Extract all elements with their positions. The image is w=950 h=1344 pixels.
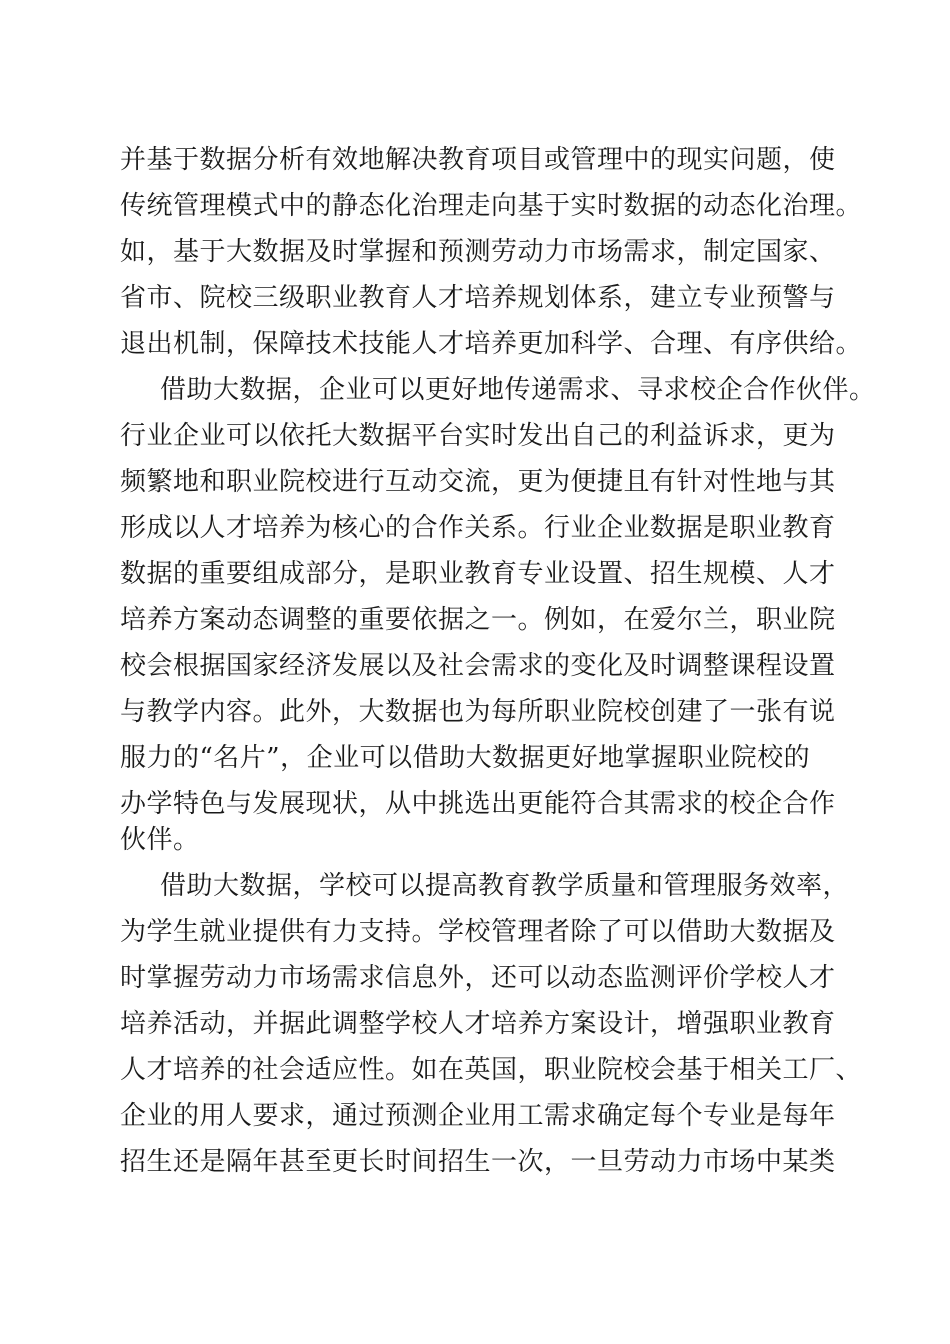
text-line-13: 与教学内容。此外，大数据也为每所职业院校创建了一张有说	[120, 697, 836, 727]
text-line-18: 为学生就业提供有力支持。学校管理者除了可以借助大数据及	[120, 917, 836, 947]
text-line-22: 企业的用人要求，通过预测企业用工需求确定每个专业是每年	[120, 1101, 836, 1131]
text-line-21: 人才培养的社会适应性。如在英国，职业院校会基于相关工厂、	[120, 1055, 863, 1085]
text-line-8: 频繁地和职业院校进行互动交流，更为便捷且有针对性地与其	[120, 467, 836, 497]
text-line-14: 服力的“名片”，企业可以借助大数据更好地掌握职业院校的	[120, 743, 811, 773]
paragraph-3-first-line: 借助大数据，学校可以提高教育教学质量和管理服务效率，	[160, 871, 850, 901]
text-line-5: 退出机制，保障技术技能人才培养更加科学、合理、有序供给。	[120, 329, 863, 359]
text-line-4: 省市、院校三级职业教育人才培养规划体系，建立专业预警与	[120, 283, 836, 313]
text-line-19: 时掌握劳动力市场需求信息外，还可以动态监测评价学校人才	[120, 963, 836, 993]
text-line-1: 并基于数据分析有效地解决教育项目或管理中的现实问题，使	[120, 145, 836, 175]
text-line-12: 校会根据国家经济发展以及社会需求的变化及时调整课程设置	[120, 651, 836, 681]
text-line-3: 如，基于大数据及时掌握和预测劳动力市场需求，制定国家、	[120, 237, 836, 267]
paragraph-2-first-line: 借助大数据，企业可以更好地传递需求、寻求校企合作伙伴。	[160, 375, 876, 405]
text-line-23: 招生还是隔年甚至更长时间招生一次，一旦劳动力市场中某类	[120, 1147, 836, 1177]
text-line-20: 培养活动，并据此调整学校人才培养方案设计，增强职业教育	[120, 1009, 836, 1039]
text-line-2: 传统管理模式中的静态化治理走向基于实时数据的动态化治理。	[120, 191, 863, 221]
text-line-10: 数据的重要组成部分，是职业教育专业设置、招生规模、人才	[120, 559, 836, 589]
text-line-11: 培养方案动态调整的重要依据之一。例如，在爱尔兰，职业院	[120, 605, 836, 635]
text-line-16: 伙伴。	[120, 825, 200, 855]
text-line-7: 行业企业可以依托大数据平台实时发出自己的利益诉求，更为	[120, 421, 836, 451]
text-line-9: 形成以人才培养为核心的合作关系。行业企业数据是职业教育	[120, 513, 836, 543]
text-line-15: 办学特色与发展现状，从中挑选出更能符合其需求的校企合作	[120, 789, 836, 819]
